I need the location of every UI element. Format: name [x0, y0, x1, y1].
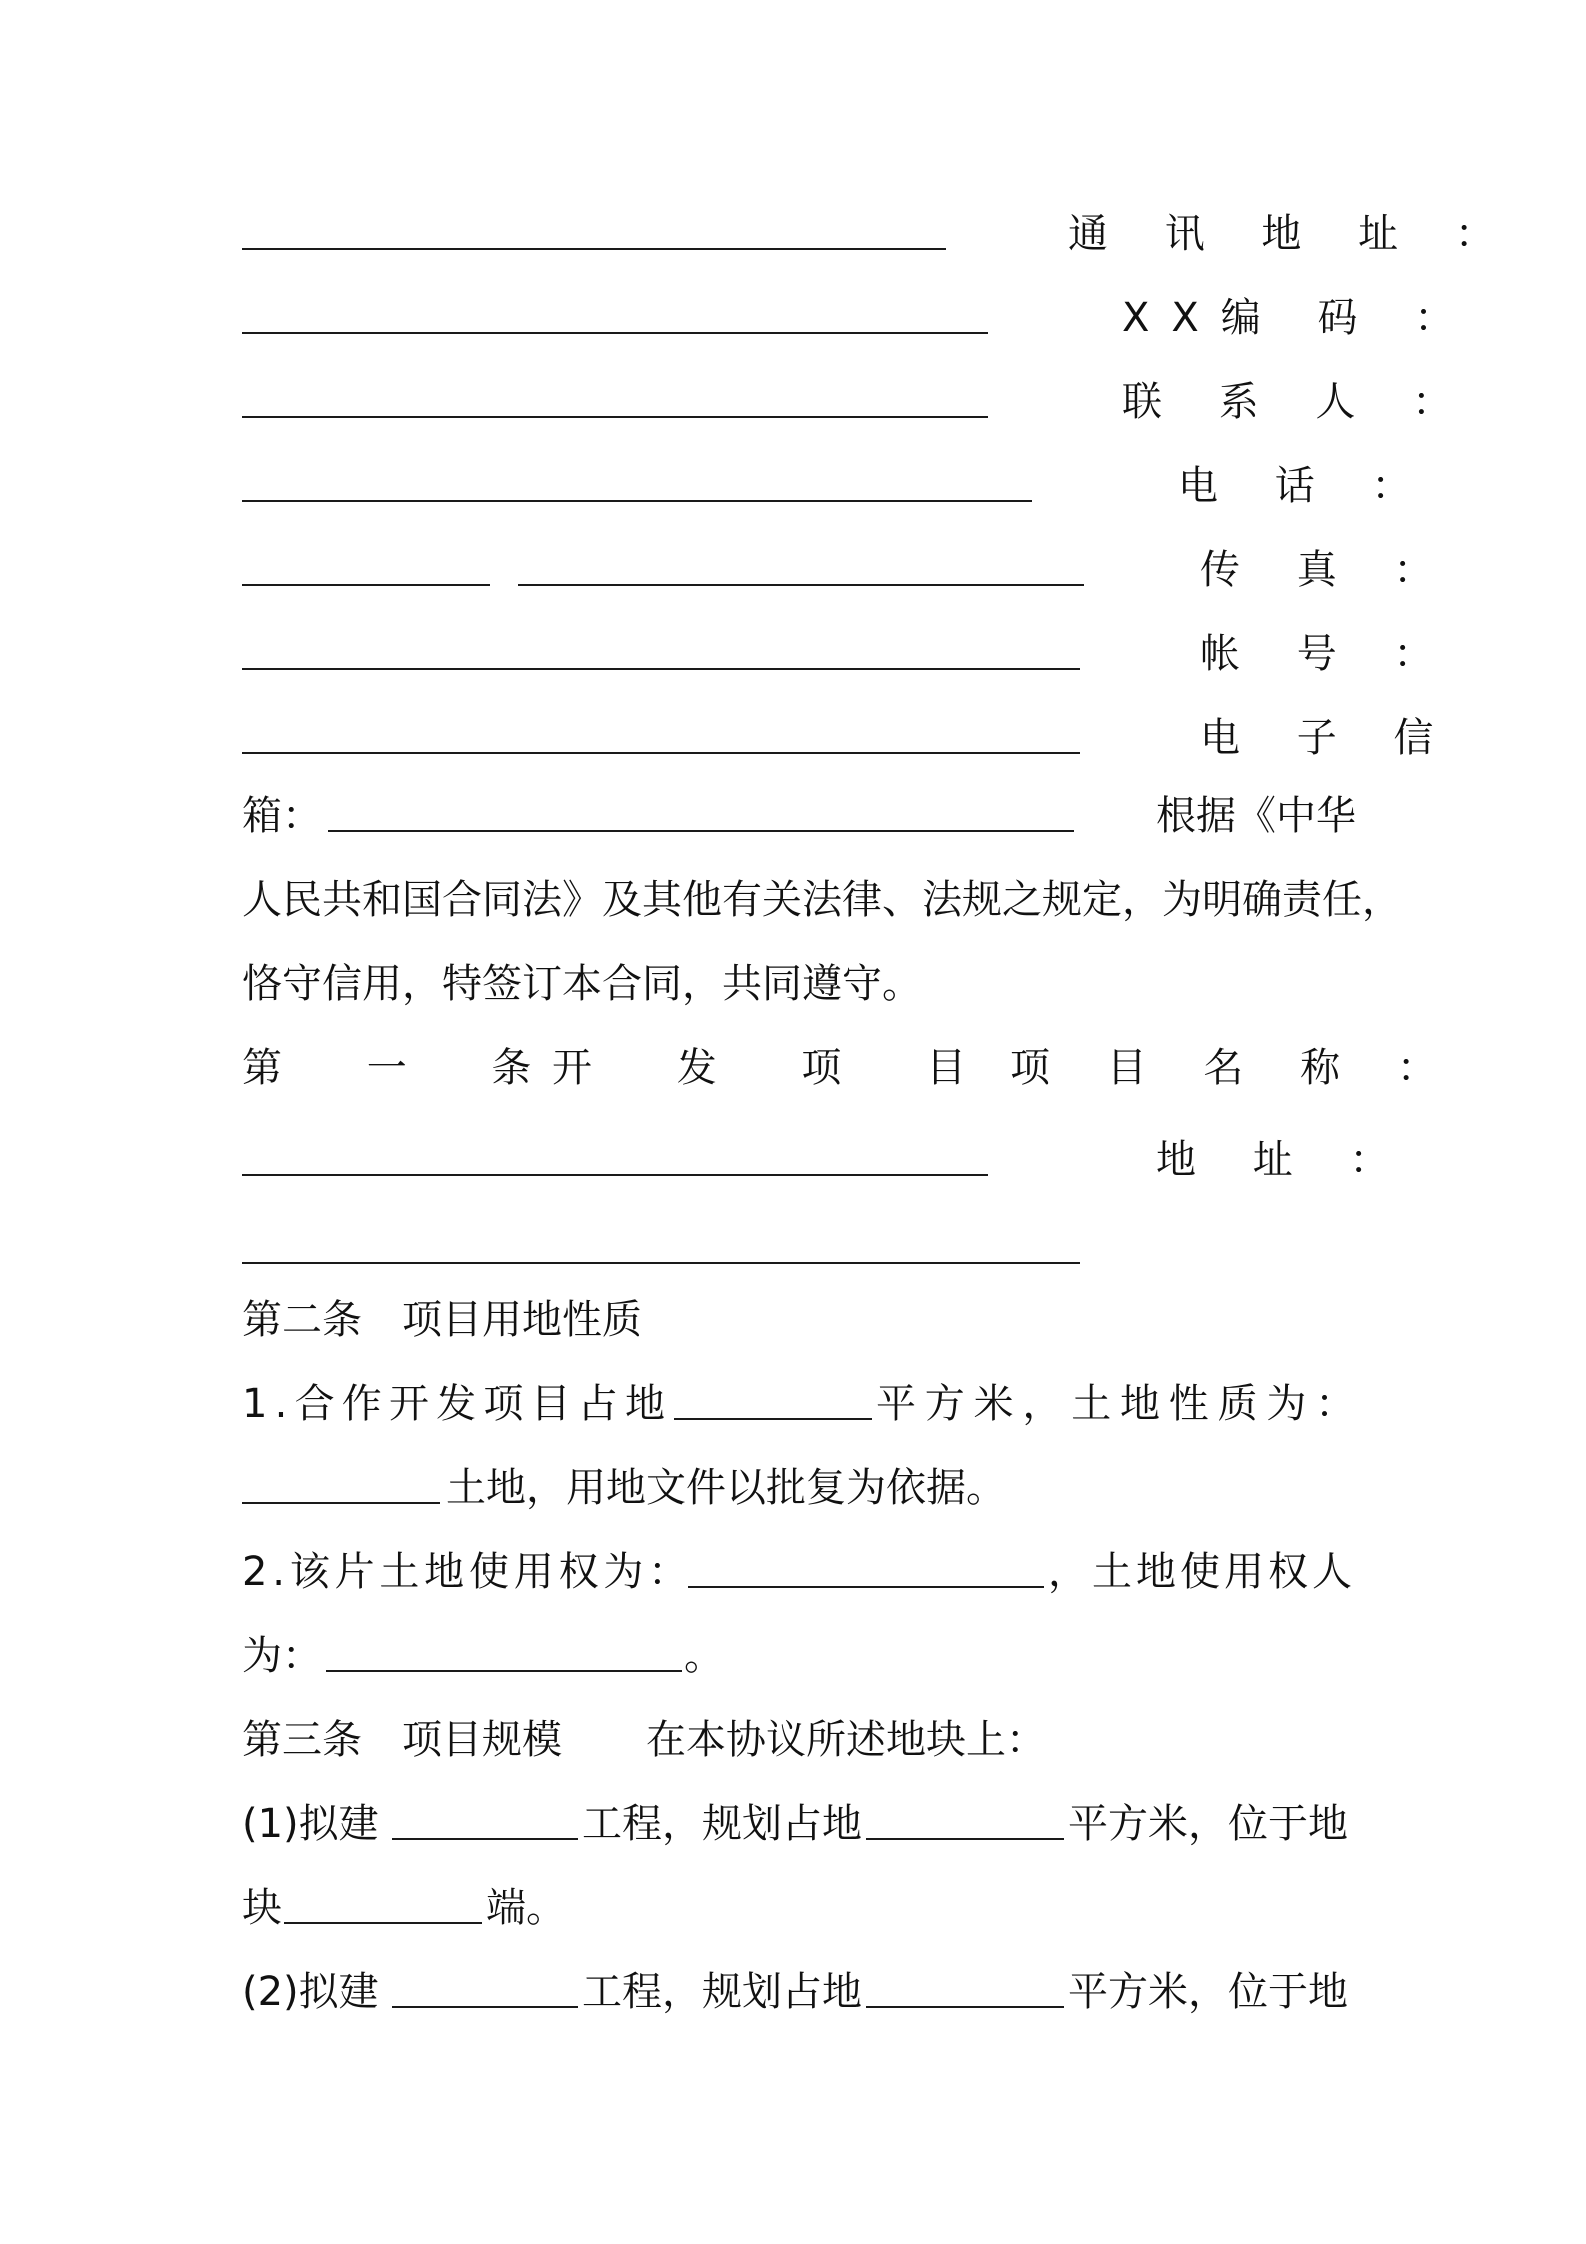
article3-item1-part2: 工程，规划占地 — [582, 1801, 862, 1847]
land-use-right-blank[interactable] — [688, 1586, 1044, 1588]
article1-title: 开 发 项 目 — [552, 1045, 1003, 1091]
project2-area-blank[interactable] — [866, 2006, 1064, 2008]
email-blank-2[interactable] — [328, 830, 1074, 832]
article2-heading: 第二条 项目用地性质 — [242, 1297, 642, 1343]
article3-intro: 在本协议所述地块上： — [646, 1717, 1046, 1763]
contact-person-label: 联 系 人 ： — [1122, 379, 1475, 425]
article2-item2-line2-part2: 。 — [684, 1633, 724, 1679]
fax-label: 传 真 ： — [1200, 547, 1456, 593]
article2-item2-part2: ，土地使用权人 — [1048, 1549, 1356, 1595]
preamble-line2: 人民共和国合同法》及其他有关法律、法规之规定，为明确责任， — [242, 877, 1402, 923]
project-address-label: 地 址 ： — [1156, 1137, 1412, 1183]
project-name-label: 项 目 名 称 ： — [1010, 1045, 1459, 1091]
preamble-line1-tail: 根据《中华 — [1156, 793, 1356, 839]
land-nature-blank[interactable] — [242, 1502, 440, 1504]
article2-item1-line2: 土地，用地文件以批复为依据。 — [446, 1465, 1006, 1511]
email-label-part1: 电 子 信 — [1200, 715, 1456, 761]
land-area-blank[interactable] — [674, 1418, 872, 1420]
project2-name-blank[interactable] — [392, 2006, 578, 2008]
article3-item1-line2-part1: 块 — [242, 1885, 282, 1931]
article1-heading: 第 一 条 — [242, 1045, 568, 1091]
land-use-owner-blank[interactable] — [326, 1670, 682, 1672]
article2-item2-part1: 2.该片土地使用权为： — [242, 1549, 693, 1595]
email-blank-1[interactable] — [242, 752, 1080, 754]
project-address-blank[interactable] — [242, 1262, 1080, 1264]
article3-heading: 第三条 项目规模 — [242, 1717, 562, 1763]
postal-code-blank[interactable] — [242, 332, 988, 334]
address-label: 通 讯 地 址 ： — [1068, 211, 1517, 257]
fax-number-blank[interactable] — [518, 584, 1084, 586]
preamble-line3: 恪守信用，特签订本合同，共同遵守。 — [242, 961, 922, 1007]
article3-item1-part1: (1)拟建 — [242, 1801, 379, 1847]
article3-item1-line2-part2: 端。 — [486, 1885, 566, 1931]
article3-item1-part3: 平方米，位于地 — [1068, 1801, 1348, 1847]
article3-item2-part1: (2)拟建 — [242, 1969, 379, 2015]
project1-area-blank[interactable] — [866, 1838, 1064, 1840]
article3-item2-part3: 平方米，位于地 — [1068, 1969, 1348, 2015]
account-label: 帐 号 ： — [1200, 631, 1456, 677]
article2-item1-part1: 1.合作开发项目占地 — [242, 1381, 673, 1427]
email-label-part2: 箱： — [242, 793, 322, 839]
postal-code-label: XX编 码 ： — [1122, 295, 1477, 341]
project1-name-blank[interactable] — [392, 1838, 578, 1840]
project1-position-blank[interactable] — [284, 1922, 482, 1924]
account-blank[interactable] — [242, 668, 1080, 670]
phone-blank[interactable] — [242, 500, 1032, 502]
address-blank[interactable] — [242, 248, 946, 250]
phone-label: 电 话 ： — [1178, 463, 1434, 509]
fax-area-blank[interactable] — [242, 584, 490, 586]
project-name-blank[interactable] — [242, 1174, 988, 1176]
article2-item2-line2-part1: 为： — [242, 1633, 322, 1679]
article3-item2-part2: 工程，规划占地 — [582, 1969, 862, 2015]
article2-item1-part2: 平方米，土地性质为： — [876, 1381, 1364, 1427]
contact-person-blank[interactable] — [242, 416, 988, 418]
